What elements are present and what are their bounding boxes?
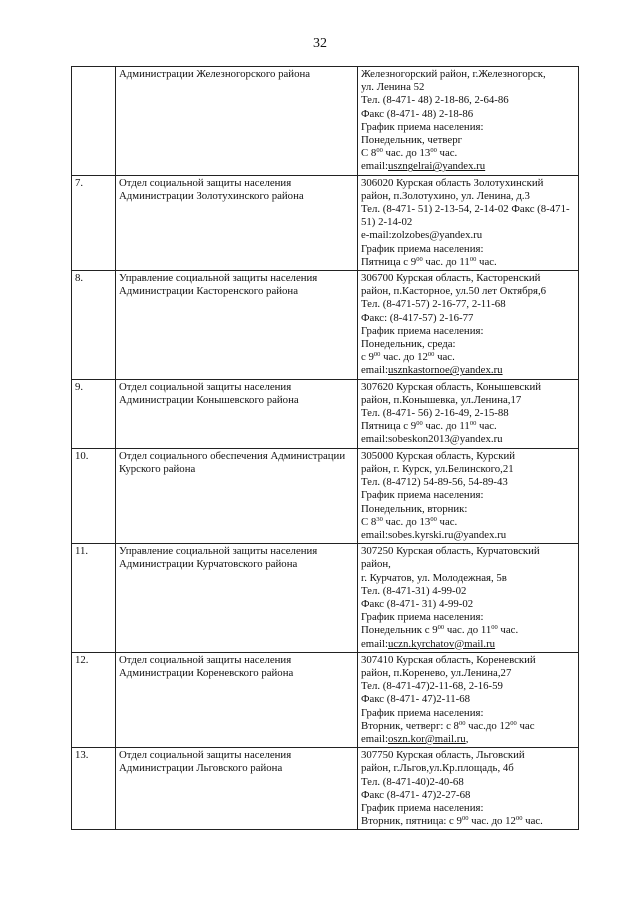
hours-from-minutes: 00 [416, 420, 423, 428]
schedule-title: График приема населения: [361, 242, 484, 255]
schedule-days: Понедельник, вторник: [361, 502, 468, 515]
address-line: 306020 Курская область Золотухинский [361, 176, 544, 189]
page-number: 32 [313, 36, 327, 51]
email-link[interactable]: oszn.kor@mail.ru [387, 732, 466, 745]
address-line: 305000 Курская область, Курский [361, 449, 516, 462]
email-label: email: [361, 732, 388, 745]
hours-suffix: час. [476, 255, 497, 268]
email-link[interactable]: uszngelrai@yandex.ru [387, 160, 486, 173]
organization-name: Администрации Железногорского района [116, 67, 358, 176]
table-row [72, 271, 579, 380]
contact-details [358, 67, 579, 176]
schedule-days: Понедельник, четверг [361, 134, 463, 147]
hours-prefix: Понедельник с 9 [361, 624, 438, 637]
hours-mid: час. до 12 [468, 815, 516, 828]
table-row [72, 652, 579, 747]
email-link[interactable]: usznkastornoe@yandex.ru [387, 364, 503, 377]
table-row [72, 748, 579, 830]
schedule-days: Понедельник, среда: [361, 338, 456, 351]
table-row [72, 67, 579, 176]
hours-mid: час. до 12 [380, 351, 428, 364]
email-label: email: [361, 528, 388, 541]
hours-prefix: Вторник, пятница: с 9 [361, 815, 462, 828]
hours-to-minutes: 00 [427, 351, 435, 359]
row-number: 8. [72, 271, 116, 380]
hours-to-minutes: 00 [469, 420, 477, 428]
hours-prefix: Вторник, четверг: с 8 [361, 719, 459, 732]
fax-line: Факс (8-471- 31) 4-99-02 [361, 597, 474, 610]
contact-details [358, 175, 579, 270]
email-label: email: [361, 637, 388, 650]
schedule-title: График приема населения: [361, 324, 484, 337]
email-line [361, 229, 575, 242]
email-label: e-mail: [361, 229, 392, 242]
hours-from-minutes: 00 [376, 147, 383, 155]
address-line: район, г.Льгов,ул.Кр.площадь, 4б [361, 762, 514, 775]
row-number: 11. [72, 544, 116, 653]
email-suffix: , [465, 732, 469, 745]
organization-name: Отдел социального обеспечения Администрации Курского района [116, 448, 358, 543]
hours-from-minutes: 00 [437, 624, 445, 632]
contact-details [358, 652, 579, 747]
table-row [72, 544, 579, 653]
reception-hours [361, 256, 575, 269]
email-line [361, 160, 575, 173]
email-label: email: [361, 160, 388, 173]
phone-line: Тел. (8-471- 51) 2-13-54, 2-14-02 Факс (8-471- 51) 2-14-02 [361, 203, 570, 229]
address-line: 306700 Курская область, Касторенский [361, 272, 541, 285]
hours-suffix: час. [436, 515, 458, 528]
email-link[interactable]: sobes.kyrski.ru@yandex.ru [387, 528, 507, 541]
hours-from-minutes: 00 [416, 255, 423, 263]
hours-to-minutes: 00 [430, 147, 437, 155]
row-number: 13. [72, 748, 116, 830]
phone-line: Тел. (8-471-40)2-40-68 [361, 775, 464, 788]
email-line [361, 433, 575, 446]
reception-hours [361, 351, 575, 364]
hours-from-minutes: 00 [373, 351, 381, 359]
reception-hours [361, 815, 575, 828]
organization-name: Управление социальной защиты населения Администрации Касторенского района [116, 271, 358, 380]
fax-line: Факс (8-471- 47)2-27-68 [361, 788, 471, 801]
hours-from-minutes: 00 [461, 815, 469, 823]
reception-hours [361, 516, 575, 529]
fax-line: Факс (8-471- 48) 2-18-86 [361, 107, 474, 120]
hours-mid: час. до 11 [422, 255, 470, 268]
contact-details [358, 748, 579, 830]
email-link[interactable]: zolzobes@yandex.ru [391, 229, 483, 242]
reception-hours [361, 147, 575, 160]
address-line: район, п.Золотухино, ул. Ленина, д.3 [361, 189, 530, 202]
address-line: район, п.Конышевка, ул.Ленина,17 [361, 393, 522, 406]
contact-details [358, 544, 579, 653]
table-row [72, 175, 579, 270]
contact-details [358, 448, 579, 543]
address-line: район, г. Курск, ул.Белинского,21 [361, 462, 514, 475]
hours-suffix: час. [436, 147, 458, 160]
row-number: 12. [72, 652, 116, 747]
schedule-title: График приема населения: [361, 489, 484, 502]
email-line [361, 733, 575, 746]
hours-suffix: час. [497, 624, 519, 637]
email-link[interactable]: sobeskon2013@yandex.ru [387, 433, 503, 446]
phone-line: Тел. (8-471-47)2-11-68, 2-16-59 [361, 680, 503, 693]
organization-name: Отдел социальной защиты населения Администрации Льговского района [116, 748, 358, 830]
row-number: 7. [72, 175, 116, 270]
address-line: район, п.Коренево, ул.Ленина,27 [361, 666, 512, 679]
reception-hours [361, 720, 575, 733]
address-line: 307410 Курская область, Кореневский [361, 653, 536, 666]
phone-line: Тел. (8-471- 48) 2-18-86, 2-64-86 [361, 94, 509, 107]
email-link[interactable]: uczn.kyrchatov@mail.ru [387, 637, 496, 650]
address-line: 307620 Курская область, Конышевский [361, 380, 542, 393]
row-number [72, 67, 116, 176]
table-body [72, 67, 579, 830]
row-number: 10. [72, 448, 116, 543]
hours-to-minutes: 00 [515, 815, 523, 823]
hours-to-minutes: 00 [469, 255, 477, 263]
address-line: 307250 Курская область, Курчатовский [361, 545, 540, 558]
schedule-title: График приема населения: [361, 801, 484, 814]
hours-from-minutes: 30 [376, 515, 383, 523]
hours-suffix: час. [476, 420, 497, 433]
hours-mid: час. до 13 [382, 515, 431, 528]
hours-mid: час.до 12 [465, 719, 511, 732]
hours-suffix: час. [522, 815, 543, 828]
hours-mid: час. до 11 [444, 624, 492, 637]
organization-name: Отдел социальной защиты населения Администрации Кореневского района [116, 652, 358, 747]
email-label: email: [361, 433, 388, 446]
schedule-title: График приема населения: [361, 120, 484, 133]
hours-prefix: Пятница с 9 [361, 255, 417, 268]
email-line [361, 529, 575, 542]
row-number: 9. [72, 379, 116, 448]
table-row [72, 379, 579, 448]
contact-details [358, 379, 579, 448]
email-label: email: [361, 364, 388, 377]
hours-from-minutes: 00 [458, 719, 466, 727]
address-line: ул. Ленина 52 [361, 81, 425, 94]
social-protection-directory-table [71, 66, 579, 830]
phone-line: Тел. (8-471-57) 2-16-77, 2-11-68 [361, 298, 506, 311]
organization-name: Управление социальной защиты населения Администрации Курчатовского района [116, 544, 358, 653]
hours-to-minutes: 00 [510, 719, 517, 727]
hours-to-minutes: 00 [491, 624, 498, 632]
hours-prefix: С 8 [361, 515, 377, 528]
schedule-title: График приема населения: [361, 611, 484, 624]
hours-mid: час. до 11 [422, 420, 470, 433]
phone-line: Тел. (8-4712) 54-89-56, 54-89-43 [361, 476, 508, 489]
address-line: 307750 Курская область, Льговский [361, 749, 525, 762]
contact-details [358, 271, 579, 380]
email-line [361, 638, 575, 651]
phone-line: Тел. (8-471- 56) 2-16-49, 2-15-88 [361, 407, 509, 420]
fax-line: Факс (8-471- 47)2-11-68 [361, 693, 471, 706]
email-line [361, 364, 575, 377]
hours-prefix: Пятница с 9 [361, 420, 417, 433]
hours-mid: час. до 13 [382, 147, 431, 160]
hours-suffix: час [516, 719, 535, 732]
reception-hours [361, 420, 575, 433]
hours-prefix: с 9 [361, 351, 374, 364]
fax-line: Факс: (8-417-57) 2-16-77 [361, 311, 474, 324]
phone-line: Тел. (8-471-31) 4-99-02 [361, 584, 467, 597]
hours-prefix: С 8 [361, 147, 377, 160]
hours-to-minutes: 00 [430, 515, 437, 523]
table-row [72, 448, 579, 543]
address-line: район, [361, 558, 391, 571]
organization-name: Отдел социальной защиты населения Администрации Конышевского района [116, 379, 358, 448]
address-line: Железногорский район, г.Железногорск, [361, 68, 546, 80]
address-line: район, п.Касторное, ул.50 лет Октября,6 [361, 285, 547, 298]
hours-suffix: час. [434, 351, 455, 364]
organization-name: Отдел социальной защиты населения Администрации Золотухинского района [116, 175, 358, 270]
schedule-title: График приема населения: [361, 706, 484, 719]
reception-hours [361, 624, 575, 637]
address-line: г. Курчатов, ул. Молодежная, 5в [361, 571, 507, 584]
